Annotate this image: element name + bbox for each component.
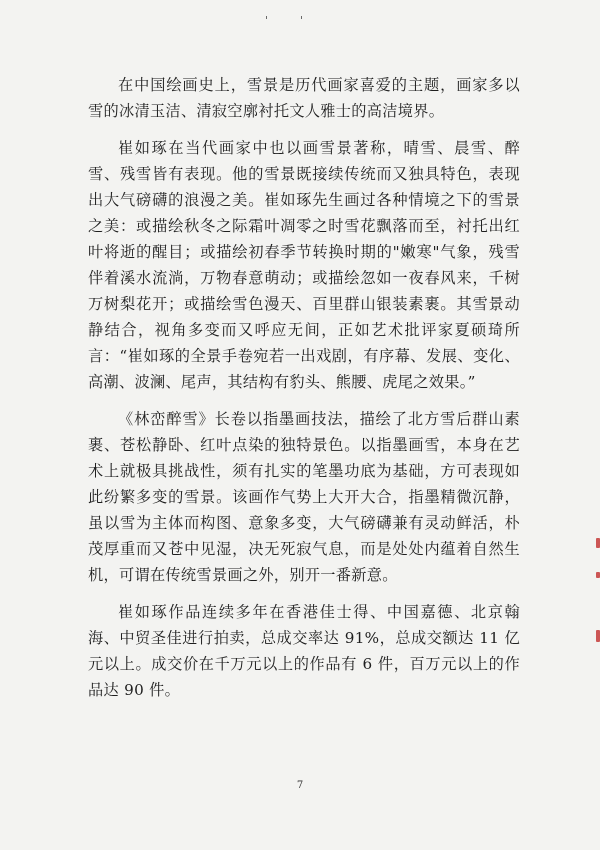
header-mark-left: '	[265, 14, 269, 27]
red-edge-mark	[596, 572, 600, 578]
paragraph-2: 崔如琢在当代画家中也以画雪景著称，晴雪、晨雪、醉雪、残雪皆有表现。他的雪景既接续传统而又独具特色，表现出大气磅礴的浪漫之美。崔如琢先生画过各种情境之下的雪景之美：或描绘秋冬之际霜叶凋零之时雪花飘落而至，衬托出红叶将逝的醒目；或描绘初春季节转换时期的"嫩寒"气象，残雪伴着溪水流淌，万物春意萌动；或描绘忽如一夜春风来，千树万树梨花开；或描绘雪色漫天、百里群山银装素裹。其雪景动静结合，视角多变而又呼应无间，正如艺术批评家夏硕琦所言：“崔如琢的全景手卷宛若一出戏剧，有序幕、发展、变化、高潮、波澜、尾声，其结构有豹头、熊腰、虎尾之效果。”	[88, 139, 520, 391]
paragraph-3: 《林峦醉雪》长卷以指墨画技法，描绘了北方雪后群山素裹、苍松静卧、红叶点染的独特景色。以指墨画雪，本身在艺术上就极具挑战性，须有扎实的笔墨功底为基础，方可表现如此纷繁多变的雪景。该画作气势上大开大合，指墨精微沉静，虽以雪为主体而构图、意象多变，大气磅礴兼有灵动鲜活，朴茂厚重而又苍中见湿，决无死寂气息，而是处处内蕴着自然生机，可谓在传统雪景画之外，别开一番新意。	[88, 410, 520, 584]
paragraph-1: 在中国绘画史上，雪景是历代画家喜爱的主题，画家多以雪的冰清玉洁、清寂空廓衬托文人雅士的高洁境界。	[88, 76, 520, 120]
header-mark-right: '	[300, 14, 304, 27]
page-number: 7	[296, 780, 304, 791]
header-marks	[0, 14, 600, 34]
paragraph-4: 崔如琢作品连续多年在香港佳士得、中国嘉德、北京翰海、中贸圣佳进行拍卖，总成交率达 91%，总成交额达 11 亿元以上。成交价在千万元以上的作品有 6 件，百万元以上的作品达 90 件。	[88, 603, 520, 699]
red-edge-mark	[596, 630, 600, 642]
body-text	[88, 72, 520, 714]
red-edge-mark	[596, 538, 600, 548]
